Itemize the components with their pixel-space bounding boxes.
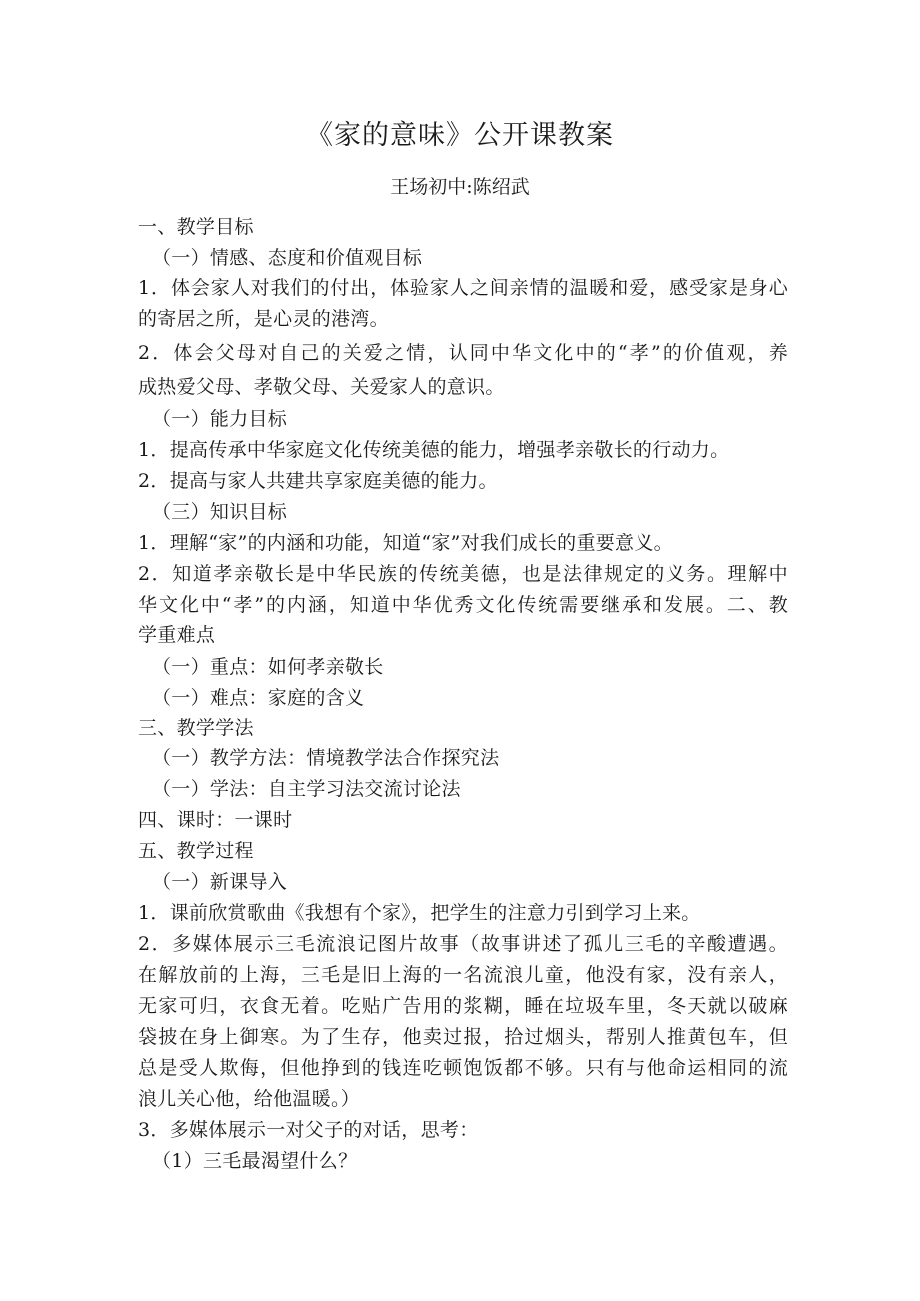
paragraph-line: 1．体会家人对我们的付出，体验家人之间亲情的温暖和爱，感受家是身心	[138, 277, 788, 299]
paragraph-line: 成热爱父母、孝敬父母、关爱家人的意识。	[138, 376, 505, 398]
paragraph-line: 袋披在身上御寒。为了生存，他卖过报，拾过烟头，帮别人推黄包车，但	[138, 1026, 788, 1048]
subsection-heading: （一）新课导入	[152, 871, 288, 893]
subsection-heading: （一）教学方法：情境教学法合作探究法	[152, 747, 500, 769]
section-heading: 一、教学目标	[138, 216, 254, 238]
subsection-heading: （一）情感、态度和价值观目标	[152, 247, 423, 269]
question-line: （1）三毛最渴望什么？	[152, 1150, 358, 1172]
paragraph-line: 1．提高传承中华家庭文化传统美德的能力，增强孝亲敬长的行动力。	[138, 439, 730, 461]
paragraph-line: 的寄居之所，是心灵的港湾。	[138, 308, 389, 330]
section-heading: 三、教学学法	[138, 717, 254, 739]
author-line: 王场初中:陈绍武	[390, 176, 530, 198]
subsection-heading: （一）重点：如何孝亲敬长	[152, 656, 384, 678]
paragraph-line: 2．体会父母对自己的关爱之情，认同中华文化中的“孝”的价值观，养	[138, 342, 788, 364]
paragraph-line: 2．提高与家人共建共享家庭美德的能力。	[138, 470, 498, 492]
paragraph-line: 无家可归，衣食无着。吃贴广告用的浆糊，睡在垃圾车里，冬天就以破麻	[138, 995, 788, 1017]
subsection-heading: （一）能力目标	[152, 408, 288, 430]
subsection-heading: （一）学法：自主学习法交流讨论法	[152, 778, 461, 800]
subsection-heading: （一）难点：家庭的含义	[152, 687, 365, 709]
subsection-heading: （三）知识目标	[152, 501, 288, 523]
section-heading: 四、课时：一课时	[138, 809, 293, 831]
paragraph-line: 1．课前欣赏歌曲《我想有个家》，把学生的注意力引到学习上来。	[138, 902, 701, 924]
page-title: 《家的意味》公开课教案	[306, 120, 614, 151]
paragraph-line: 浪儿关心他，给他温暖。）	[138, 1088, 361, 1110]
section-heading: 学重难点	[138, 624, 216, 646]
paragraph-line: 华文化中“孝”的内涵，知道中华优秀文化传统需要继承和发展。二、教	[138, 594, 788, 616]
paragraph-line: 总是受人欺侮，但他挣到的钱连吃顿饱饭都不够。只有与他命运相同的流	[138, 1057, 788, 1079]
paragraph-line: 2．多媒体展示三毛流浪记图片故事（故事讲述了孤儿三毛的辛酸遭遇。	[138, 933, 788, 955]
paragraph-line: 在解放前的上海，三毛是旧上海的一名流浪儿童，他没有家，没有亲人，	[138, 964, 788, 986]
paragraph-line: 3．多媒体展示一对父子的对话，思考：	[138, 1119, 479, 1141]
paragraph-line: 1．理解“家”的内涵和功能，知道“家”对我们成长的重要意义。	[138, 532, 673, 554]
paragraph-line: 2．知道孝亲敬长是中华民族的传统美德，也是法律规定的义务。理解中	[138, 563, 788, 585]
section-heading: 五、教学过程	[138, 840, 254, 862]
